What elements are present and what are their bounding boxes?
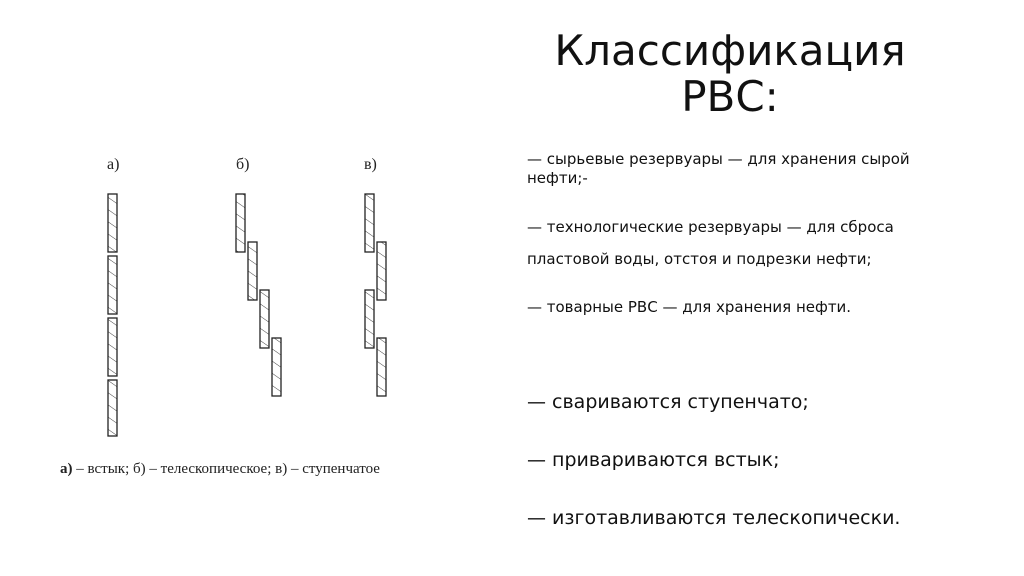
plate-c3	[365, 290, 374, 348]
plate-a4	[108, 380, 117, 436]
plate-c2	[377, 242, 386, 300]
tank-wall-joints-figure	[40, 150, 480, 490]
purpose-item-process-cont: пластовой воды, отстоя и подрезки нефти;	[527, 250, 872, 268]
diagram-telescopic	[236, 194, 281, 396]
plate-c1	[365, 194, 374, 252]
figure-caption	[60, 461, 380, 478]
slide-title: Классификация РВС:	[554, 26, 906, 121]
caption-text-a: – встык;	[72, 461, 133, 477]
caption-label-a: а)	[60, 461, 73, 477]
plate-c4	[377, 338, 386, 396]
caption-label-b: б)	[133, 461, 146, 477]
welding-item-stepped: — свариваются ступенчато;	[527, 391, 809, 413]
tank-wall-diagrams	[40, 150, 480, 450]
caption-label-c: в)	[275, 461, 288, 477]
purpose-item-process: — технологические резервуары — для сброса	[527, 218, 894, 236]
welding-item-telescopic: — изготавливаются телескопически.	[527, 507, 901, 529]
plate-a3	[108, 318, 117, 376]
plate-a1	[108, 194, 117, 252]
plate-b1	[236, 194, 245, 252]
figure-label-c: в)	[364, 156, 377, 173]
figure-label-a: а)	[107, 156, 120, 173]
plate-b2	[248, 242, 257, 300]
caption-text-c: – ступенчатое	[287, 461, 380, 477]
welding-item-butt: — привариваются встык;	[527, 449, 780, 471]
diagram-butt-joint	[108, 194, 117, 436]
plate-b3	[260, 290, 269, 348]
plate-b4	[272, 338, 281, 396]
diagram-stepped	[365, 194, 386, 396]
purpose-item-raw: — сырьевые резервуары — для хранения сырой нефти;-	[527, 150, 910, 187]
figure-label-b: б)	[236, 156, 250, 173]
purpose-item-commodity: — товарные РВС — для хранения нефти.	[527, 298, 852, 316]
plate-a2	[108, 256, 117, 314]
caption-text-b: – телескопическое;	[145, 461, 276, 477]
